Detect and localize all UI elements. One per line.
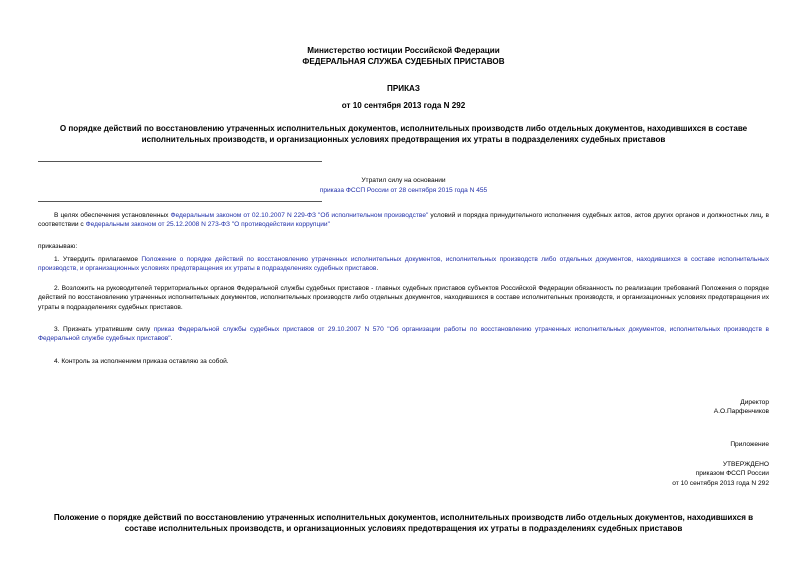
signature-position: Директор <box>740 399 769 406</box>
clause-3-text: 3. Признать утратившим силу <box>54 326 154 333</box>
order-570-link[interactable]: приказ Федеральной службы судебных приставов от 29.10.2007 N 570 "Об организации работы по восстановлению утраченных исполнительных документов, исполнительных производств в Федеральной службе судебных приставов" <box>38 326 769 343</box>
regulation-link[interactable]: Положение о порядке действий по восстановлению утраченных исполнительных документов, исполнительных производств либо отдельных документов, находившихся в составе исполнительных производств, и организационных условиях предотвращения их утраты в подразделениях судебных приставов <box>38 256 770 273</box>
clause-3-end: . <box>170 335 173 343</box>
divider-top <box>38 161 322 162</box>
approved-by-order: приказом ФССП России <box>695 470 769 478</box>
clause-2: 2. Возложить на руководителей территориальных органов Федеральной службы судебных приставов - главных судебных приставов субъектов Российской Федерации обязанность по реализации требований Положения о порядке действий по восстановлению утраченных исполнительных документов, исполнительных производств либо отдельных документов, находившихся в составе исполнительных производств, и организационных условиях предотвращения их утраты в подразделениях судебных приставов. <box>38 285 769 311</box>
preamble-text-1: В целях обеспечения установленных <box>54 212 171 219</box>
document-page <box>38 0 769 571</box>
lost-force-text: Утратил силу на основании <box>361 177 446 184</box>
appendix-label: Приложение <box>730 441 769 448</box>
clause-1 <box>38 255 769 274</box>
clause-1-end: . <box>376 265 379 273</box>
clause-3 <box>38 325 769 344</box>
signature-name: А.О.Парфенчиков <box>713 408 769 416</box>
law-229-link[interactable]: Федеральным законом от 02.10.2007 N 229-ФЗ "Об исполнительном производстве" <box>170 212 429 219</box>
lost-force-link[interactable]: приказа ФССП России от 28 сентября 2015 года N 455 <box>319 186 488 194</box>
document-subject: О порядке действий по восстановлению утраченных исполнительных документов, исполнительных производств либо отдельных документов, находившихся в составе исполнительных производств, и организационных условиях предотвращения их утраты в подразделениях судебных приставов <box>59 124 748 144</box>
lost-force-notice <box>38 176 769 196</box>
law-273-link[interactable]: Федеральным законом от 25.12.2008 N 273-ФЗ "О противодействии коррупции" <box>85 221 330 229</box>
document-header <box>38 46 769 68</box>
ministry-name: Министерство юстиции Российской Федерации <box>307 46 500 55</box>
signature-block <box>714 398 769 417</box>
preamble-paragraph <box>38 211 769 230</box>
clause-1-text: 1. Утвердить прилагаемое <box>54 256 142 263</box>
divider-bottom <box>38 201 322 202</box>
order-word: приказываю: <box>38 243 78 250</box>
document-date: от 10 сентября 2013 года N 292 <box>341 101 466 110</box>
approval-block <box>672 460 769 488</box>
service-name: ФЕДЕРАЛЬНАЯ СЛУЖБА СУДЕБНЫХ ПРИСТАВОВ <box>302 56 505 66</box>
document-type: ПРИКАЗ <box>387 84 420 93</box>
clause-4: 4. Контроль за исполнением приказа оставляю за собой. <box>54 358 229 365</box>
approved-text: УТВЕРЖДЕНО <box>722 461 769 468</box>
preamble-text-2: условий и порядка принудительного исполнения судебных актов, актов других органов и должностных лиц, в соответствии с <box>38 212 769 229</box>
approved-date: от 10 сентября 2013 года N 292 <box>672 479 769 487</box>
annex-title: Положение о порядке действий по восстановлению утраченных исполнительных документов, исполнительных производств либо отдельных документов, находившихся в составе исполнительных производств, и организационных условиях предотвращения их утраты в подразделениях судебных приставов <box>53 513 754 533</box>
